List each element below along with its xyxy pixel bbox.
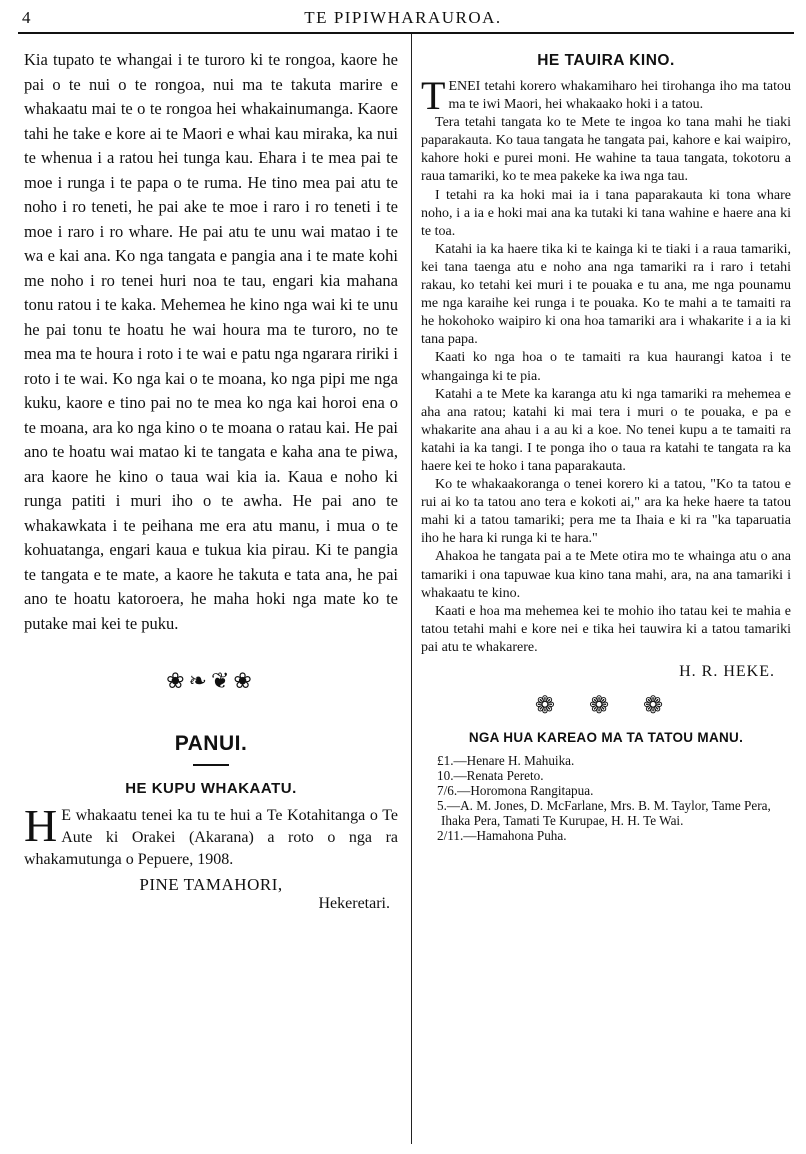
right-column bbox=[421, 52, 791, 843]
donor-line: 5.—A. M. Jones, D. McFarlane, Mrs. B. M. Taylor, Tame Pera, Ihaka Pera, Tamati Te Kurupae, H. H. Te Wai. bbox=[437, 798, 771, 828]
notice-heading: HE KUPU WHAKAATU. bbox=[125, 780, 297, 797]
column-divider bbox=[411, 34, 412, 1144]
notice-text bbox=[24, 800, 398, 871]
panui-rule bbox=[193, 764, 229, 766]
article-paragraph-5: Kaati ko nga hoa o te tamaiti ra kua haurangi katoa i te whangainga ki te pia. bbox=[421, 350, 791, 384]
article-paragraph-8: Ahakoa he tangata pai a te Mete otira mo te whainga atu o ana tamariki i ona tapuwae kua kino tana mahi, ara, na ana tamariki i whakaatu te kino. bbox=[421, 549, 791, 601]
signoff-role: Hekeretari. bbox=[318, 895, 390, 912]
donor-line: £1.—Henare H. Mahuika. bbox=[437, 753, 575, 768]
article-paragraph-3: I tetahi ra ka hoki mai ia i tana paparakauta ki tona whare noho, i a ia e hoki mai ana ka tutaki ki tana wahine e haere ana ki te toa. bbox=[421, 187, 791, 239]
article-paragraph-9: Kaati e hoa ma mehemea kei te mohio iho tatau kei te mahia e tatou tetahi mahi e kore nei e tika hei tauwira ki a tatou tamariki pai atu te whakarere. bbox=[421, 603, 791, 655]
header-rule bbox=[18, 32, 794, 34]
article-paragraph bbox=[421, 73, 791, 118]
article-heading: HE TAUIRA KINO. bbox=[537, 52, 675, 69]
floral-ornament: ❀❧❦❀ bbox=[166, 668, 256, 693]
article-paragraph-1: ENEI tetahi korero whakamiharo hei tirohanga iho ma tatou ma te iwi Maori, hei whakaako hoki i a tatou. bbox=[448, 79, 791, 113]
donor-line: 7/6.—Horomona Rangitapua. bbox=[437, 783, 594, 798]
article-paragraph-4: Katahi ia ka haere tika ki te kainga ki te tiaki i a raua tamariki, kei tana taenga atu e noho ana nga tamariki ra i raro i tetahi rakau, ko tetahi kei muri i te pouaka e tu ana, me nga pounamu me nga karaihe kei runga i te pouaka. Ko te mahi a te tamaiti ra he hokohoko waipiro ki ona hoa tamariki ara i whakarite i a ia ki tana papa. bbox=[421, 241, 791, 348]
notice-dropcap: H bbox=[24, 800, 58, 851]
donor-line: 10.—Renata Pereto. bbox=[437, 768, 544, 783]
article-paragraph-6: Katahi a te Mete ka karanga atu ki nga tamariki ra mehemea e aha ana ratou; katahi ki mai tera i muri o te pouaka, e pa e whakarite ana ahau i a au ki a koe. No tenei kupu a te tamaiti ra katahi ia ka tangi. I te ponga iho o taua ra katahi te tangata ra ka haere kei te hoko i tana paparakauta. bbox=[421, 386, 791, 474]
health-advice-paragraph: Kia tupato te whangai i te turoro ki te rongoa, kaore he pai o te nui o te rongoa, nui ma te takuta marire e whakaatu mai te o te rongoa hei whakainumanga. Kaore tahi he take e kore ai te Maori e whai kau miraka, ka nui te whenua i a ratou hei tunga kau. Ehara i te mea pai te moe i runga i te papa o te ruma. He tino mea pai atu te noho i ro teneti, he pai ake te moe i raro i ro teneti i te moe i raro i ro whare. He pai atu te unu wai matao i te wa e kai ana. Ko nga tangata e pangia ana i te mate kohi me noho i ro tenei huri noa te tau, engari kia mahana tonu ratou i te kaka. Mehemea he kino nga wai ki te unu he pai tonu te hoatu he wai houra ma te turoro, no te mea ma te houra i roto i te wai e patu nga ngarara ririki i roto i te wai. Ko nga kai o te moana, ko nga pipi me nga kuku, kaore e tino pai no te mea ko nga kai horoi ena o te moana, ara ko nga kino o te moana o ratau kai. He pai ano te hoatu wai matao ki te tangata e kaha ana te piwa, ara kaore he kino o taua wai kia ia. Kaua e noho ki runga patiti i muri iho o te awha. He pai ano te whakawkata i te peihana me era atu manu, i mua o te kohuatanga, engari kaua e tukua kia pirau. Ki te pangia te tangata e te mate, a kaore he takuta e tata ana, he pai ano te hoatu katoroera, he maha hoki nga mate ko te putake mai kei te puku. bbox=[24, 50, 398, 633]
left-column bbox=[24, 48, 398, 913]
flower-ornament: ❁ ❁ ❁ bbox=[534, 693, 678, 719]
donor-line: 2/11.—Hamahona Puha. bbox=[437, 828, 567, 843]
article-author: H. R. HEKE. bbox=[679, 663, 775, 680]
panui-title: PANUI. bbox=[174, 732, 248, 755]
article-paragraph-2: Tera tetahi tangata ko te Mete te ingoa ko tana mahi he tiaki paparakauta. Ko taua tangata he tangata pai, kahore e kai waipiro, kahore hoki e purei moni. He wahine ta taua tangata, tokotoru a raua tamariki, ko te mea pakeke ka iwa nga tau. bbox=[421, 115, 791, 185]
signoff-name: PINE TAMAHORI, bbox=[139, 875, 283, 894]
article-paragraph-7: Ko te whakaakoranga o tenei korero ki a tatou, "Ko ta tatou e rui ai ko ta tatou ano tera e kokoti ai," ara ka heke haere ta tatou mahi ki a tatou tamariki; pera me ta Ihaia e ki ra "ka taparuatia iho he hara ki runga ki te hara." bbox=[421, 477, 791, 547]
page-number: 4 bbox=[22, 8, 31, 27]
running-title: TE PIPIWHARAUROA. bbox=[304, 8, 502, 27]
article-dropcap: T bbox=[421, 73, 446, 118]
donors-heading: NGA HUA KAREAO MA TA TATOU MANU. bbox=[468, 730, 744, 745]
page-header bbox=[0, 0, 806, 34]
notice-body: E whakaatu tenei ka tu te hui a Te Kotahitanga o Te Aute ki Orakei (Akarana) a roto o nga ra whakamutunga o Pepuere, 1908. bbox=[24, 807, 398, 868]
